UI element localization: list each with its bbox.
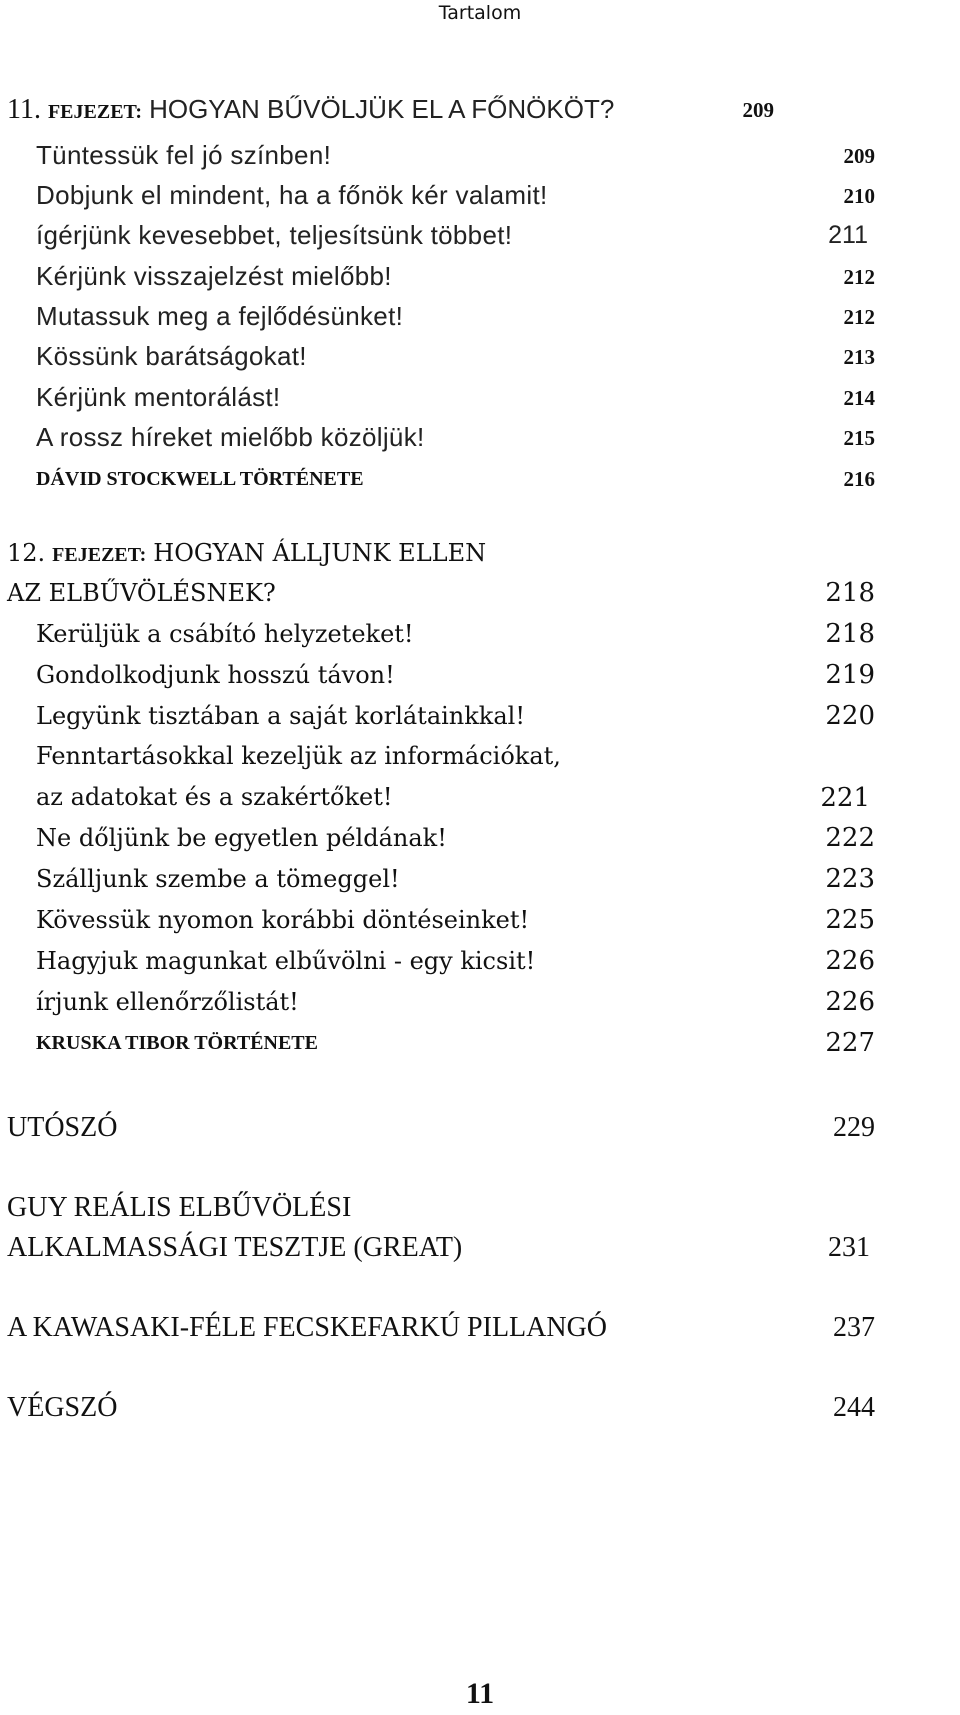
toc-entry: Kerüljük a csábító helyzeteket! [36,620,414,648]
toc-section-page: 231 [828,1232,870,1263]
toc-story-entry: KRUSKA TIBOR TÖRTÉNETE [36,1032,318,1054]
toc-entry: Tüntessük fel jó színben! [36,140,332,170]
toc-entry: Ne dőljünk be egyetlen példának! [36,824,447,852]
chapter-label: FEJEZET: [52,544,147,566]
toc-entry-page: 215 [843,426,875,450]
toc-entry: Kössünk barátságokat! [36,341,307,371]
toc-section-afterword: UTÓSZÓ [7,1112,118,1143]
chapter-label: FEJEZET: [47,101,143,123]
toc-entry-page: 223 [825,864,875,894]
toc-entry: Kérjünk mentorálást! [36,382,281,412]
page-header: Tartalom [438,2,522,24]
toc-entry-page: 222 [825,823,875,853]
toc-section-great-test-continued: ALKALMASSÁGI TESZTJE (GREAT) [7,1232,463,1263]
toc-section-page: 229 [833,1112,875,1143]
toc-section-great-test: GUY REÁLIS ELBŰVÖLÉSI [7,1192,352,1223]
toc-entry-page: 226 [825,946,875,976]
page-number: 11 [465,1677,495,1710]
toc-entry-page: 214 [843,386,875,410]
chapter-title-continued: AZ ELBŰVÖLÉSNEK? [7,579,276,607]
toc-entry-page: 226 [825,987,875,1017]
toc-entry: Hagyjuk magunkat elbűvölni - egy kicsit! [36,947,536,975]
toc-entry-page: 219 [825,660,875,690]
toc-story-page: 216 [843,467,875,491]
chapter-title: HOGYAN ÁLLJUNK ELLEN [153,539,487,567]
chapter-12-heading [7,536,486,572]
toc-section-epilogue: VÉGSZÓ [7,1392,118,1423]
toc-story-entry: DÁVID STOCKWELL TÖRTÉNETE [36,468,364,490]
toc-entry-page: 218 [825,619,875,649]
toc-entry: Legyünk tisztában a saját korlátainkkal! [36,702,525,730]
toc-entry: Mutassuk meg a fejlődésünket! [36,301,404,331]
toc-entry: Gondolkodjunk hosszú távon! [36,661,395,689]
toc-story-page: 227 [825,1028,875,1058]
toc-entry: ígérjünk kevesebbet, teljesítsünk többet! [36,220,513,250]
toc-entry: Kövessük nyomon korábbi döntéseinket! [36,906,530,934]
toc-entry: Dobjunk el mindent, ha a főnök kér valamit! [36,180,548,210]
chapter-number: 12. [7,539,46,567]
toc-section-page: 244 [833,1392,875,1423]
toc-entry-page: 225 [825,905,875,935]
toc-entry: az adatokat és a szakértőket! [36,783,393,811]
chapter-12-page: 218 [825,578,875,608]
toc-entry: Kérjünk visszajelzést mielőbb! [36,261,392,291]
toc-section-page: 237 [833,1312,875,1343]
toc-entry-page: 212 [843,305,875,329]
toc-entry: Fenntartásokkal kezeljük az információkat, [36,742,561,770]
toc-section-butterfly: A KAWASAKI-FÉLE FECSKEFARKÚ PILLANGÓ [7,1312,608,1343]
chapter-11-heading [7,92,614,129]
toc-entry-page: 221 [820,783,870,813]
toc-entry: A rossz híreket mielőbb közöljük! [36,422,425,452]
toc-entry-page: 211 [828,221,868,249]
toc-entry-page: 212 [843,265,875,289]
toc-entry: írjunk ellenőrzőlistát! [36,988,299,1016]
toc-entry-page: 220 [825,701,875,731]
toc-entry-page: 209 [843,144,875,168]
chapter-11-page: 209 [742,98,774,122]
chapter-number: 11. [7,94,41,125]
toc-entry: Szálljunk szembe a tömeggel! [36,865,400,893]
toc-entry-page: 213 [843,345,875,369]
toc-entry-page: 210 [843,184,875,208]
chapter-title: HOGYAN BŰVÖLJÜK EL A FŐNÖKÖT? [149,94,615,124]
